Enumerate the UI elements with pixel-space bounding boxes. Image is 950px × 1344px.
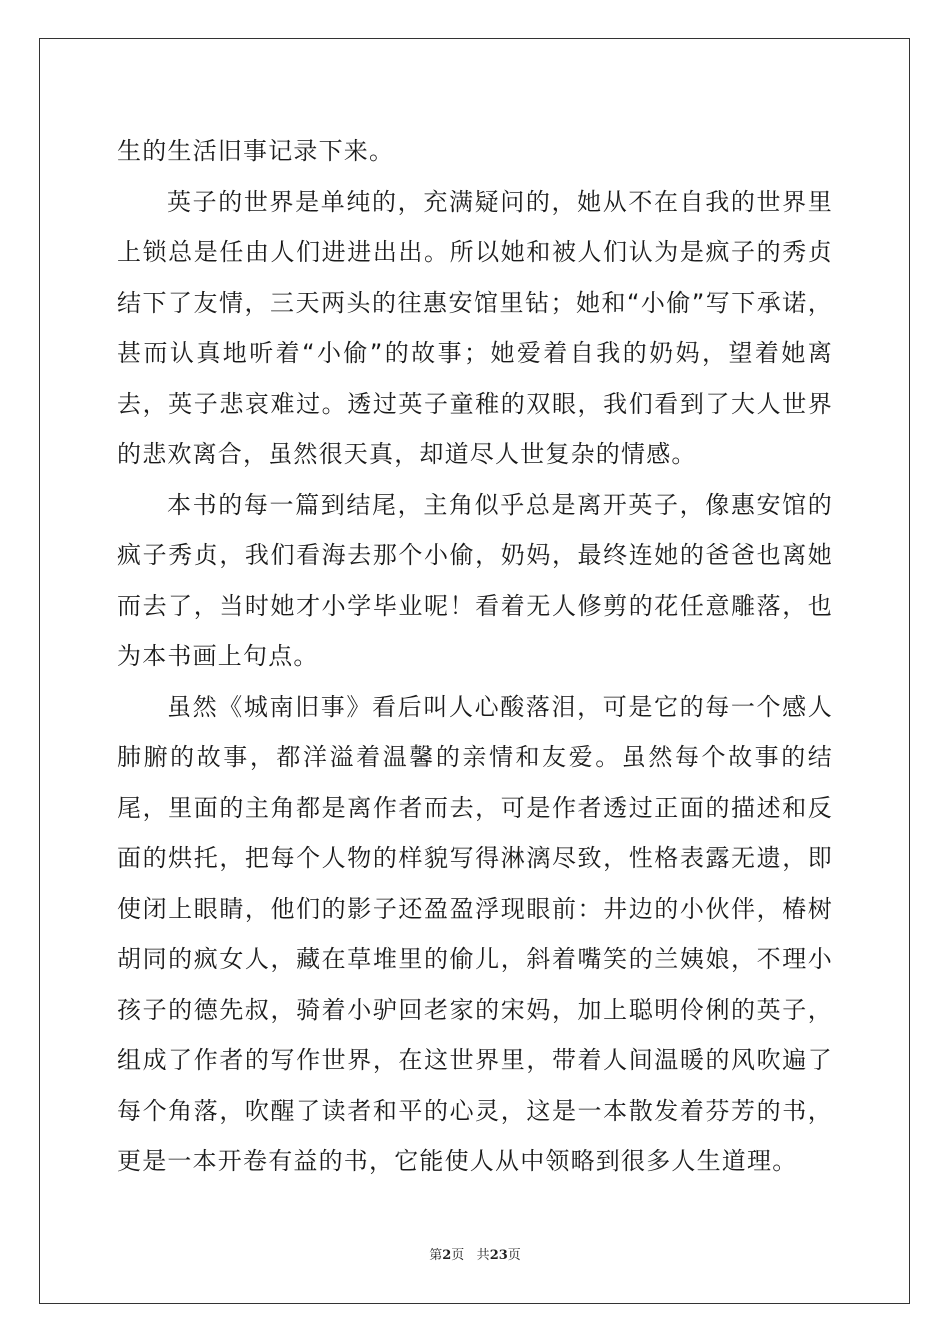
paragraph-3: 本书的每一篇到结尾，主角似乎总是离开英子，像惠安馆的疯子秀贞，我们看海去那个小偷，奶妈，最终连她的爸爸也离她而去了，当时她才小学毕业呢！看着无人修剪的花任意雕落，也为本书画上句点。 — [117, 490, 833, 670]
paragraph-4: 虽然《城南旧事》看后叫人心酸落泪，可是它的每一个感人肺腑的故事，都洋溢着温馨的亲情和友爱。虽然每个故事的结尾，里面的主角都是离作者而去，可是作者透过正面的描述和反面的烘托，把每个人物的样貌写得淋漓尽致，性格表露无遗，即使闭上眼睛，他们的影子还盈盈浮现眼前：井边的小伙伴，椿树胡同的疯女人，藏在草堆里的偷儿，斜着嘴笑的兰姨娘，不理小孩子的德先叔，骑着小驴回老家的宋妈，加上聪明伶俐的英子，组成了作者的写作世界，在这世界里，带着人间温暖的风吹遍了每个角落，吹醒了读者和平的心灵，这是一本散发着芬芳的书，更是一本开卷有益的书，它能使人从中领略到很多人生道理。 — [117, 692, 833, 1175]
paragraph-2: 英子的世界是单纯的，充满疑问的，她从不在自我的世界里上锁总是任由人们进进出出。所以她和被人们认为是疯子的秀贞结下了友情，三天两头的往惠安馆里钻；她和“小偷”写下承诺，甚而认真地听着“小偷”的故事；她爱着自我的奶妈，望着她离去，英子悲哀难过。透过英子童稚的双眼，我们看到了大人世界的悲欢离合，虽然很天真，却道尽人世复杂的情感。 — [117, 187, 833, 468]
page-suffix: 页 — [451, 1248, 465, 1263]
page-prefix: 第 — [429, 1248, 443, 1263]
total-prefix: 共 — [476, 1248, 490, 1263]
page-footer — [0, 1244, 950, 1263]
current-page-number: 2 — [442, 1248, 452, 1263]
total-pages-number: 23 — [489, 1248, 508, 1263]
paragraph-1: 生的生活旧事记录下来。 — [117, 137, 395, 165]
total-suffix: 页 — [507, 1248, 521, 1263]
document-body — [117, 126, 833, 1187]
